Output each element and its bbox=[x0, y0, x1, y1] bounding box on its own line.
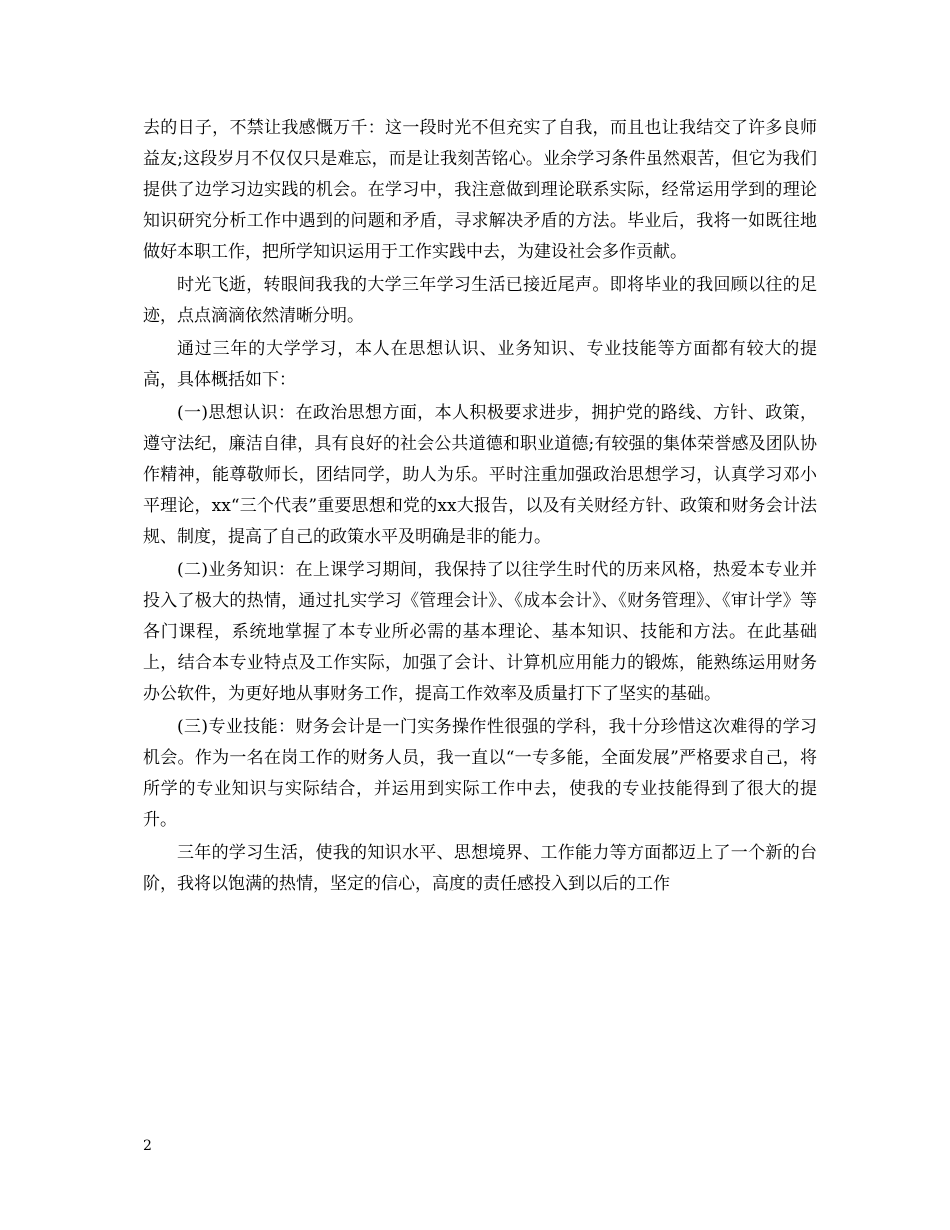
paragraph-3: 通过三年的大学学习，本人在思想认识、业务知识、专业技能等方面都有较大的提高，具体概括如下： bbox=[143, 339, 817, 390]
paragraph-2: 时光飞逝，转眼间我我的大学三年学习生活已接近尾声。即将毕业的我回顾以往的足迹，点点滴滴依然清晰分明。 bbox=[143, 275, 817, 326]
document-body bbox=[143, 113, 817, 902]
paragraph-1: 去的日子，不禁让我感慨万千：这一段时光不但充实了自我，而且也让我结交了许多良师益友;这段岁月不仅仅只是难忘，而是让我刻苦铭心。业余学习条件虽然艰苦，但它为我们提供了边学习边实践的机会。在学习中，我注意做到理论联系实际，经常运用学到的理论知识研究分析工作中遇到的问题和矛盾，寻求解决矛盾的方法。毕业后，我将一如既往地做好本职工作，把所学知识运用于工作实践中去，为建设社会多作贡献。 bbox=[143, 118, 817, 262]
paragraph-ideology: (一)思想认识：在政治思想方面，本人积极要求进步，拥护党的路线、方针、政策，遵守法纪，廉洁自律，具有良好的社会公共道德和职业道德;有较强的集体荣誉感及团队协作精神，能尊敬师长，团结同学，助人为乐。平时注重加强政治思想学习，认真学习邓小平理论，xx“三个代表”重要思想和党的xx大报告，以及有关财经方针、政策和财务会计法规、制度，提高了自己的政策水平及明确是非的能力。 bbox=[143, 403, 817, 547]
page-number: 2 bbox=[143, 1138, 152, 1154]
paragraph-summary: 三年的学习生活，使我的知识水平、思想境界、工作能力等方面都迈上了一个新的台阶，我将以饱满的热情，坚定的信心，高度的责任感投入到以后的工作 bbox=[143, 843, 817, 894]
paragraph-business-knowledge: (二)业务知识：在上课学习期间，我保持了以往学生时代的历来风格，热爱本专业并投入了极大的热情，通过扎实学习《管理会计》、《成本会计》、《财务管理》、《审计学》等各门课程，系统地掌握了本专业所必需的基本理论、基本知识、技能和方法。在此基础上，结合本专业特点及工作实际，加强了会计、计算机应用能力的锻炼，能熟练运用财务办公软件，为更好地从事财务工作，提高工作效率及质量打下了坚实的基础。 bbox=[143, 560, 817, 704]
paragraph-professional-skills: (三)专业技能：财务会计是一门实务操作性很强的学科，我十分珍惜这次难得的学习机会。作为一名在岗工作的财务人员，我一直以“一专多能，全面发展”严格要求自己，将所学的专业知识与实际结合，并运用到实际工作中去，使我的专业技能得到了很大的提升。 bbox=[143, 717, 817, 830]
